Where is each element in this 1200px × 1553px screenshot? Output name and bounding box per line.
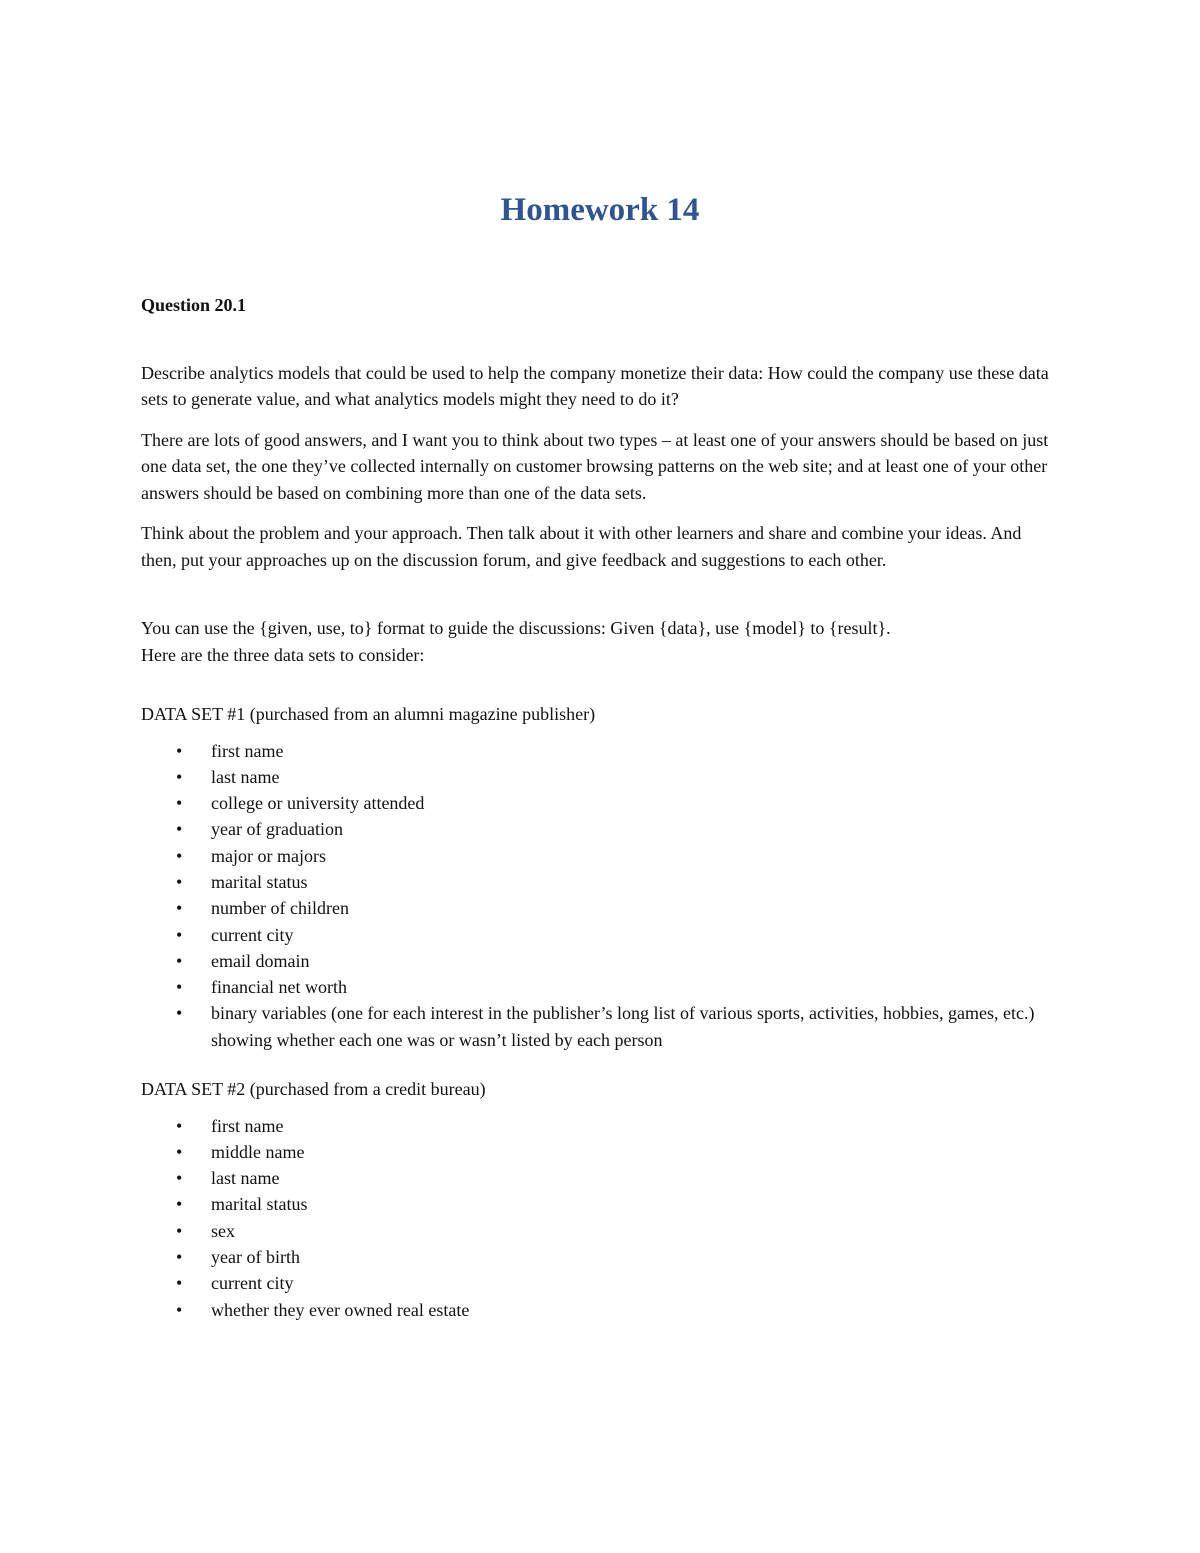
bullet-icon: • [176,766,183,787]
document-body [141,292,1051,1323]
dataset-1-list [141,738,1051,1054]
list-item-text: current city [211,924,294,945]
bullet-icon: • [176,1168,183,1189]
list-item-text: number of children [211,898,349,919]
bullet-icon: • [176,1115,183,1136]
list-item [141,1270,1051,1296]
list-item-text: major or majors [211,845,326,866]
list-item [141,1297,1051,1323]
list-item [141,1165,1051,1191]
list-item-text: year of graduation [211,819,343,840]
list-item [141,1139,1051,1165]
bullet-icon: • [176,1194,183,1215]
list-item-text: first name [211,740,284,761]
bullet-icon: • [176,1220,183,1241]
dataset-1-heading: DATA SET #1 (purchased from an alumni magazine publisher) [141,704,596,724]
list-item-text: last name [211,766,280,787]
list-item [141,1191,1051,1217]
question-label: Question 20.1 [141,295,247,315]
bullet-icon: • [176,1141,183,1162]
list-item-text: financial net worth [211,977,347,998]
bullet-icon: • [176,819,183,840]
bullet-icon: • [176,1299,183,1320]
list-item [141,895,1051,921]
bullet-icon: • [176,871,183,892]
bullet-icon: • [176,740,183,761]
list-item-text: email domain [211,950,310,971]
list-item-text: sex [211,1220,235,1241]
bullet-icon: • [176,845,183,866]
list-item [141,948,1051,974]
list-item-text: marital status [211,871,308,892]
list-item-text: whether they ever owned real estate [211,1299,470,1320]
dataset-2-list [141,1113,1051,1323]
list-item [141,1000,1051,1053]
bullet-icon: • [176,1003,183,1024]
list-item [141,869,1051,895]
bullet-icon: • [176,950,183,971]
list-item [141,922,1051,948]
bullet-icon: • [176,924,183,945]
list-item [141,738,1051,764]
list-item [141,764,1051,790]
list-item [141,1113,1051,1139]
bullet-icon: • [176,898,183,919]
list-item [141,1218,1051,1244]
paragraph-answer-types: There are lots of good answers, and I want you to think about two types – at least one of your answers should be based on just one data set, the one they’ve collected internally on customer browsing patterns on the web site; and at least one of your other answers should be based on combining more than one of the data sets. [141,429,1049,503]
bullet-icon: • [176,977,183,998]
list-item-text: last name [211,1168,280,1189]
paragraph-format: You can use the {given, use, to} format to guide the discussions: Given {data}, use {model} to {result}. [141,618,891,638]
page-title: Homework 14 [500,192,700,228]
list-item [141,790,1051,816]
dataset-2-heading: DATA SET #2 (purchased from a credit bureau) [141,1079,486,1100]
list-item [141,974,1051,1000]
paragraph-approach: Think about the problem and your approach. Then talk about it with other learners and share and combine your ideas. And then, put your approaches up on the discussion forum, and give feedback and suggestions to each other. [141,523,1022,570]
list-item-text: college or university attended [211,793,425,814]
bullet-icon: • [176,1247,183,1268]
paragraph-prompt: Describe analytics models that could be used to help the company monetize their data: How could the company use these data sets to generate value, and what analytics models might they need to do it? [141,362,1049,409]
list-item-text: marital status [211,1194,308,1215]
list-item [141,1244,1051,1270]
list-item [141,843,1051,869]
list-item-text: year of birth [211,1247,300,1268]
list-item [141,816,1051,842]
list-item-text: binary variables (one for each interest in the publisher’s long list of various sports, activities, hobbies, games, etc.) showing whether each one was or wasn’t listed by each person [211,1003,1035,1050]
list-item-text: first name [211,1115,284,1136]
list-item-text: middle name [211,1141,305,1162]
bullet-icon: • [176,793,183,814]
bullet-icon: • [176,1273,183,1294]
paragraph-datasets-intro: Here are the three data sets to consider: [141,644,425,665]
list-item-text: current city [211,1273,294,1294]
